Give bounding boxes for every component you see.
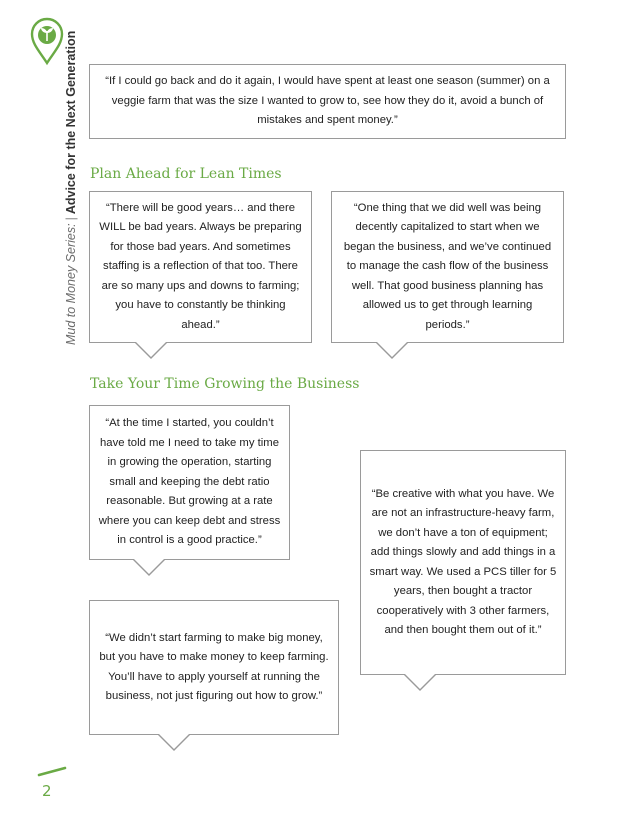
speech-tail-fill — [136, 342, 166, 357]
quote-box-growing-left — [89, 405, 290, 560]
speech-tail-fill — [159, 734, 189, 749]
sidebar-series-title — [64, 31, 78, 345]
speech-tail-fill — [377, 342, 407, 357]
quote-box-growing-right — [360, 450, 566, 675]
series-title: Advice for the Next Generation — [64, 30, 78, 215]
quote-box-intro — [89, 64, 566, 139]
quote-text-growing-left: “At the time I started, you couldn’t have told me I need to take my time in growing the operation, starting small and keeping the debt ratio reasonable. But growing at a rate where you can keep debt and stress in control is a good practice.” — [98, 417, 281, 547]
series-label: Mud to Money Series: — [64, 223, 78, 345]
section-heading-growing: Take Your Time Growing the Business — [90, 376, 360, 392]
quote-text-lean-right: “One thing that we did well was being decently capitalized to start when we began the business, and we’ve continued to manage the cash flow of the business well. That good business planning has allowed us to get through learning periods.” — [343, 201, 552, 331]
section-heading-lean-times: Plan Ahead for Lean Times — [90, 166, 282, 182]
speech-tail-fill — [405, 674, 435, 689]
page-mark-icon — [37, 765, 67, 777]
quote-box-lean-right — [331, 191, 564, 343]
page-number: 2 — [42, 782, 52, 800]
separator: | — [64, 217, 78, 221]
quote-box-lean-left — [89, 191, 312, 343]
speech-tail-fill — [134, 559, 164, 574]
quote-text-intro: “If I could go back and do it again, I would have spent at least one season (summer) on a veggie farm that was the size I wanted to grow to, see how they do it, avoid a bunch of mistakes and spent money.” — [105, 75, 550, 127]
quote-box-growing-bottom — [89, 600, 339, 735]
quote-text-growing-right: “Be creative with what you have. We are not an infrastructure-heavy farm, we don’t have a ton of equipment; add things slowly and add things in a smart way. We used a PCS tiller for 5 years, then bought a tractor cooperatively with 3 other farmers, and then bought them out of it.” — [369, 487, 557, 636]
quote-text-growing-bottom: “We didn’t start farming to make big money, but you have to make money to keep farming. You’ll have to apply yourself at running the business, not just figuring out how to grow.” — [99, 631, 329, 702]
sprout-pin-logo-icon — [26, 14, 68, 66]
quote-text-lean-left: “There will be good years… and there WILL be bad years. Always be preparing for those bad years. And sometimes staffing is a reflection of that too. There are so many ups and downs to farming; you have to constantly be thinking ahead.” — [99, 201, 302, 331]
